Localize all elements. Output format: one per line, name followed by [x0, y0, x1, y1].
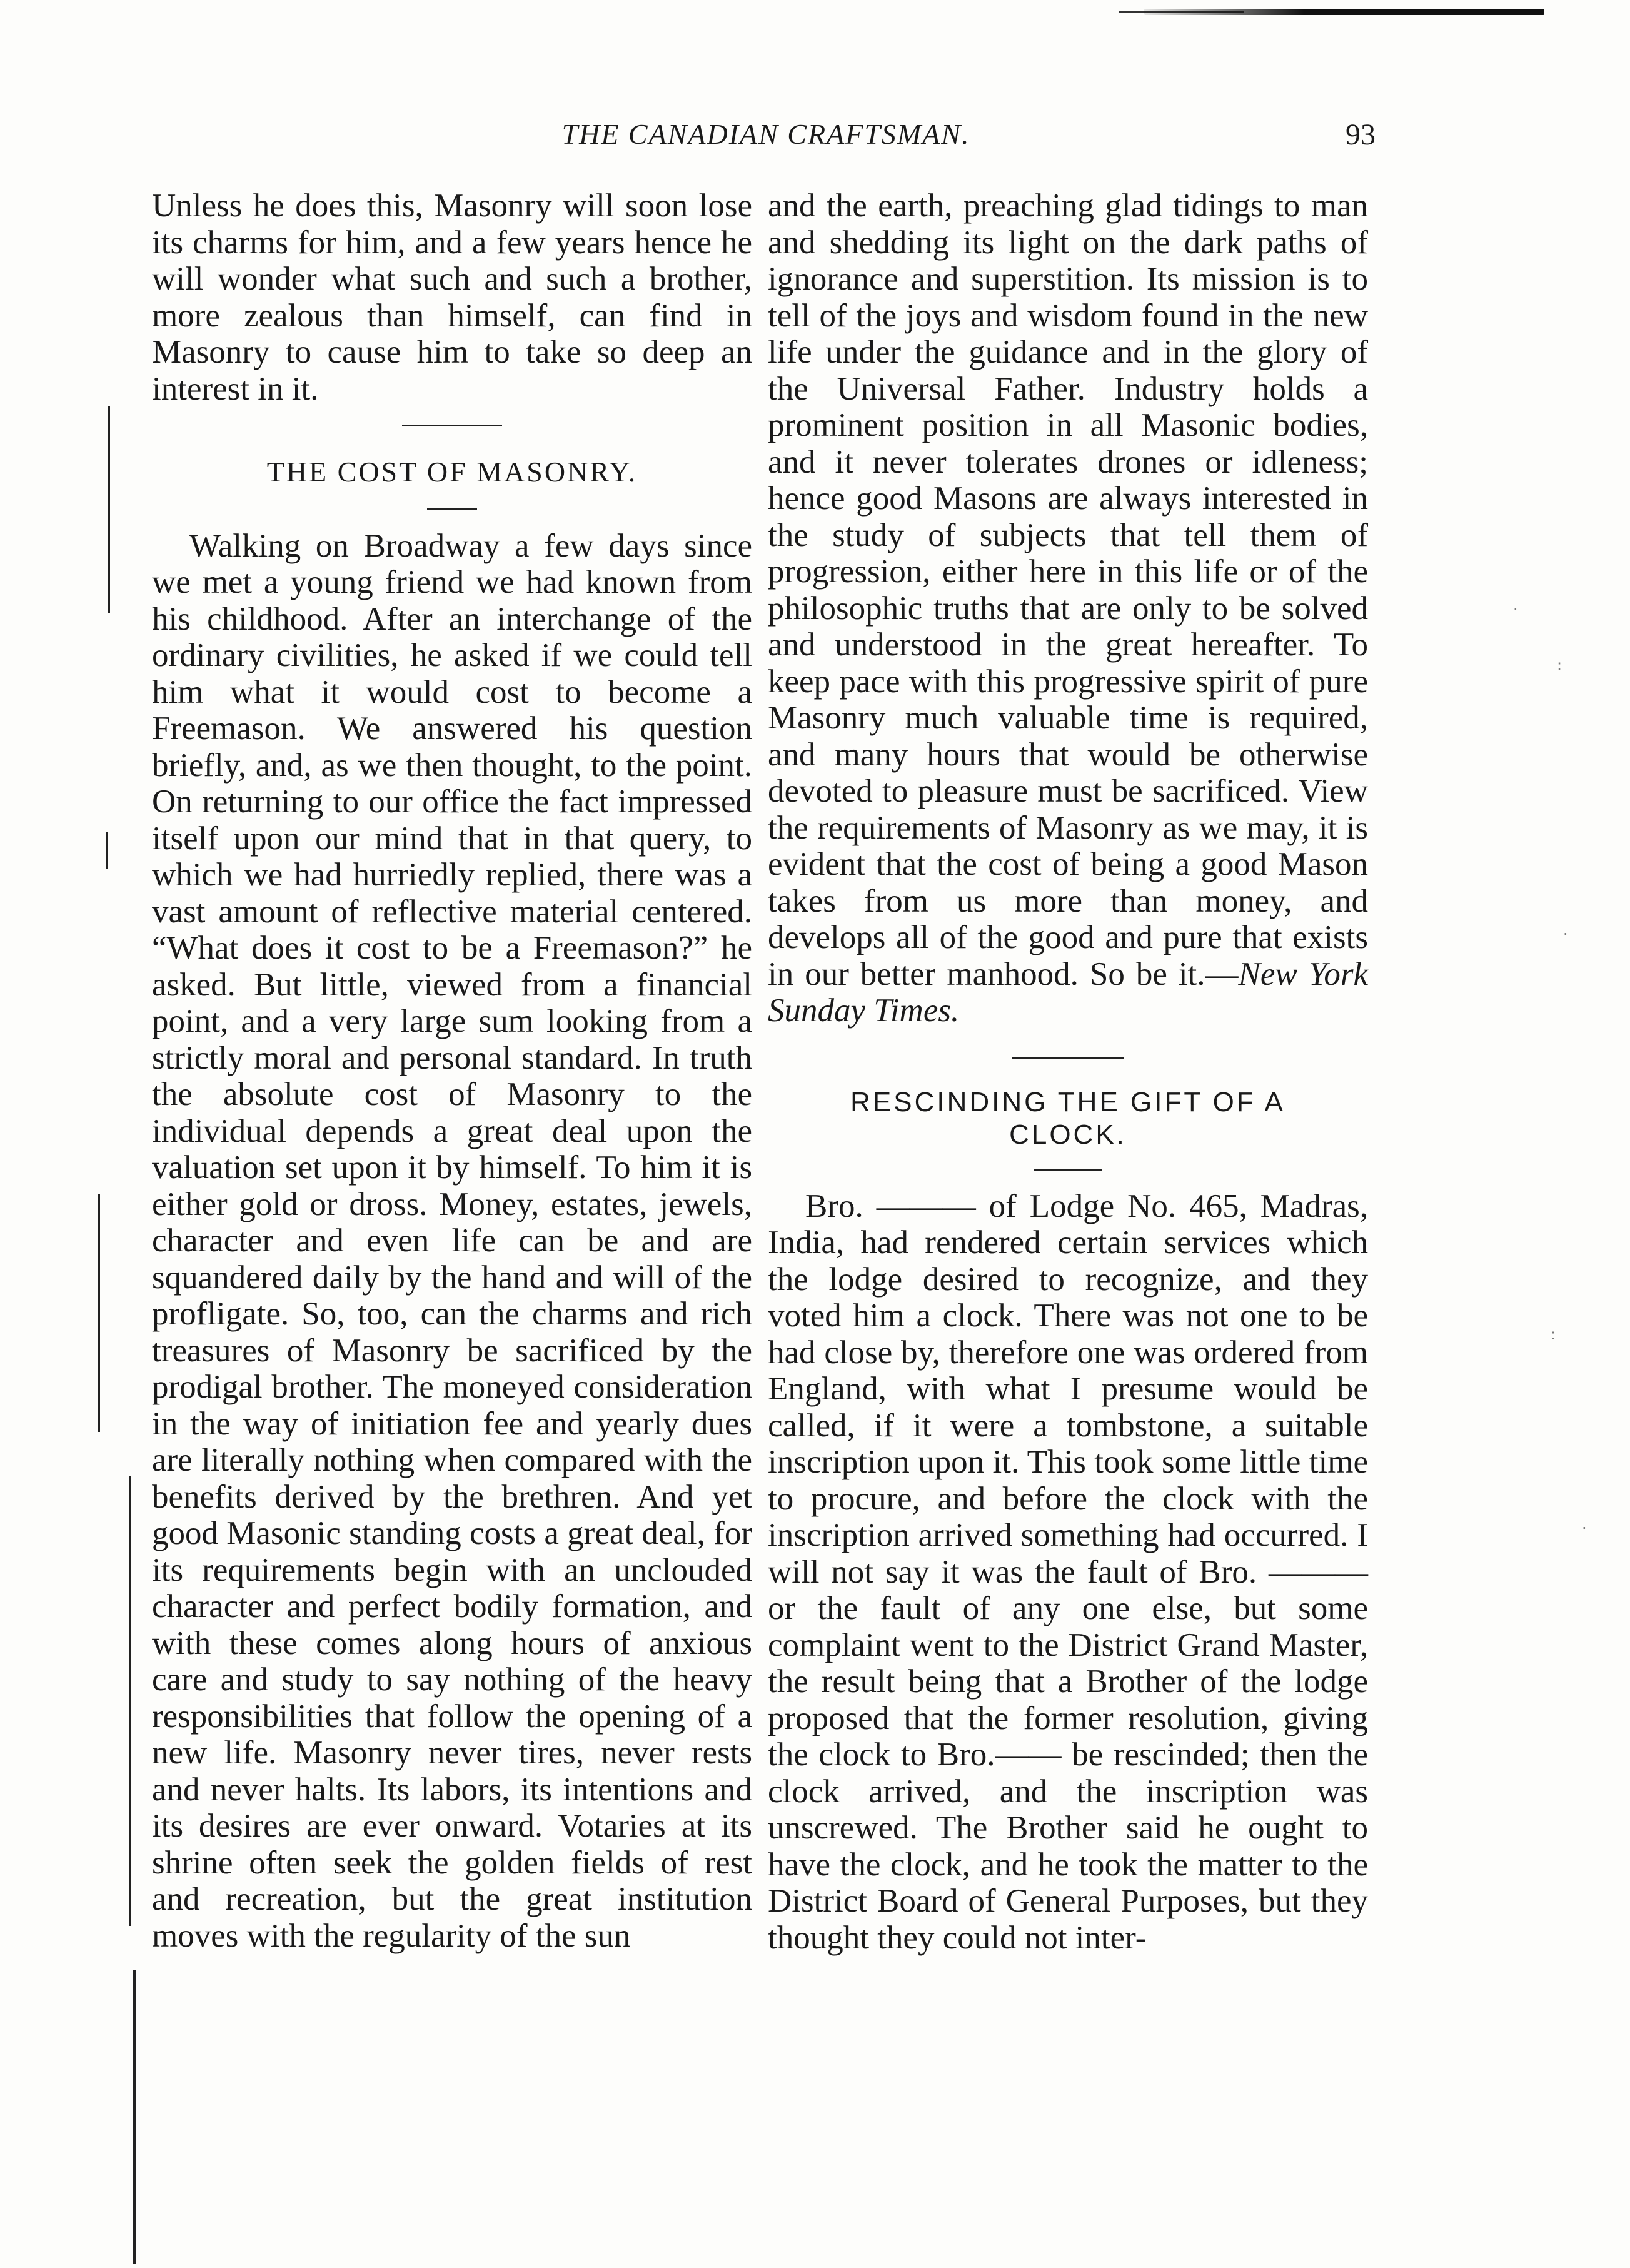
scan-speckle: : [1551, 1326, 1556, 1343]
scan-margin-line [129, 1476, 131, 1926]
page-header [156, 118, 1376, 168]
article-title-cost-of-masonry: THE COST OF MASONRY. [266, 456, 638, 488]
article-body-continued [768, 188, 1368, 1029]
scan-margin-line [106, 832, 108, 869]
article-title-rescinding-clock [768, 1086, 1368, 1151]
article-body-paragraph: Walking on Broadway a few days since we met a young friend we had known from his childhood. After an interchange of the ordinary civilities, he asked if we could tell him what it would cost to become a Freemason. We answered his question briefly, and, as we then thought, to the point. On returning to our office the fact impressed itself upon our mind that in that query, to which we had hurriedly replied, there was a vast amount of reflective material centered. “What does it cost to be a Freemason?” he asked. But little, viewed from a financial point, and a very large sum looking from a strictly moral and personal standard. In truth the absolute cost of Masonry to the individual depends a great deal upon the valuation set upon it by himself. To him it is either gold or dross. Money, estates, jewels, character and even life can be and are squandered daily by the hand and will of the profligate. So, too, can the charms and rich treasures of Masonry be sacrificed by the prodigal brother. The moneyed consideration in the way of initiation fee and yearly dues are literally nothing when compared with the benefits derived by the brethren. And yet good Masonic standing costs a great deal, for its requirements begin with an unclouded character and perfect bodily formation, and with these comes along hours of anxious care and study to say nothing of the heavy responsibilities that follow the opening of a new life. Masonry never tires, never rests and never halts. Its labors, its intentions and its desires are ever onward. Votaries at its shrine often seek the golden fields of rest and recreation, but the great institution moves with the regularity of the sun [152, 527, 752, 1954]
article-title-line-2: CLOCK. [1009, 1119, 1127, 1150]
article-body-paragraph: Bro. ——— of Lodge No. 465, Madras, India, had rendered certain services which the lodge desired to recognize, and they voted him a clock. There was not one to be had close by, therefore one was ordered from England, with what I presume would be called, if it were a tombstone, a suitable inscription upon it. This took some little time to procure, and before the clock with the inscription arrived something had occurred. I will not say it was the fault of Bro. ——— or the fault of any one else, but some complaint went to the District Grand Master, the result being that a Brother of the lodge proposed that the former resolution, giving the clock to Bro.—— be rescinded; then the clock arrived, and the inscription was unscrewed. The Brother said he ought to have the clock, and he took the matter to the District Board of General Purposes, but they thought they could not inter- [768, 1187, 1368, 1956]
scan-margin-line [108, 406, 110, 613]
scan-margin-line [133, 1970, 136, 2264]
scan-top-rule [1144, 9, 1544, 15]
running-title: THE CANADIAN CRAFTSMAN. [561, 118, 970, 150]
right-column [768, 188, 1368, 1956]
article-title-line-1: RESCINDING THE GIFT OF A [850, 1086, 1285, 1117]
scan-margin-line [98, 1194, 100, 1432]
scan-speckle: · [1563, 925, 1568, 943]
scan-speckle: · [1513, 600, 1518, 618]
scan-speckle: · [1582, 1520, 1587, 1537]
page-number: 93 [1346, 118, 1376, 151]
scan-speckle: : [1557, 657, 1562, 674]
article-body-text: and the earth, preaching glad tidings to man and shedding its light on the dark paths of ignorance and superstition. Its mission is to tell of the joys and wisdom found in the new life under the guidance and in the glory of the Universal Father. Industry holds a prominent position in all Masonic bodies, and it never tolerates drones or idleness; hence good Masons are always interested in the study of subjects that tell them of progression, either here in this life or of the philosophic truths that are only to be solved and understood in the great hereafter. To keep pace with this progressive spirit of pure Masonry much valuable time is required, and many hours that would be otherwise devoted to pleasure must be sacrificed. View the requirements of Masonry as we may, it is evident that the cost of being a good Mason takes from us more than money, and develops all of the good and pure that exists in our better manhood. So be it.— [768, 188, 1368, 992]
continuation-paragraph: Unless he does this, Masonry will soon lose its charms for him, and a few years hence he will wonder what such and such a brother, more zealous than himself, can find in Masonry to cause him to take so deep an interest in it. [152, 188, 752, 407]
left-column [152, 188, 752, 1954]
article-source-credit: New York Sunday Times. [768, 955, 1368, 1029]
